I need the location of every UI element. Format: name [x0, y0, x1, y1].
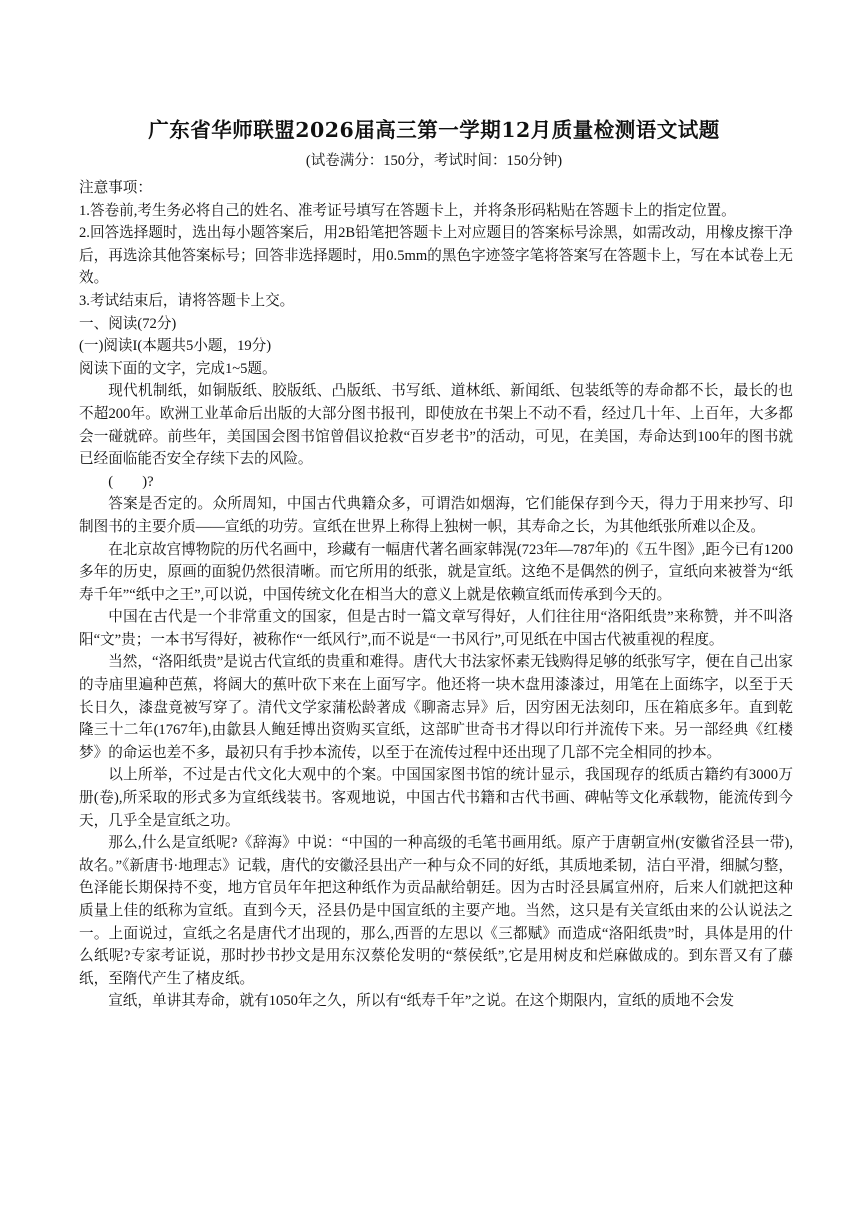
exam-content	[79, 177, 793, 1013]
notice-item: 1.答卷前,考生务必将自己的姓名、准考证号填写在答题卡上，并将条形码粘贴在答题卡上的指定位置。	[79, 202, 736, 219]
notice-item: 3.考试结束后，请将答题卡上交。	[79, 292, 295, 309]
page-title: 广东省华师联盟2026届高三第一学期12月质量检测语文试题	[148, 118, 720, 142]
section-heading: 一、阅读(72分)	[79, 315, 177, 332]
subsection-heading: (一)阅读I(本题共5小题，19分)	[79, 338, 272, 355]
passage-paragraph: 中国在古代是一个非常重文的国家，但是古时一篇文章写得好，人们往往用“洛阳纸贵”来称赞，并不叫洛阳“文”贵；一本书写得好，被称作“一纸风行”,而不说是“一书风行”,可见纸在中国古代被重视的程度。	[79, 609, 793, 648]
notice-item: 2.回答选择题时，选出每小题答案后，用2B铅笔把答题卡上对应题目的答案标号涂黑，如需改动，用橡皮擦干净后，再选涂其他答案标号；回答非选择题时，用0.5mm的黑色字迹签字笔将答案写在答题卡上，写在本试卷上无效。	[79, 225, 793, 287]
passage-paragraph: 那么,什么是宣纸呢?《辞海》中说：“中国的一种高级的毛笔书画用纸。原产于唐朝宣州(安徽省泾县一带),故名。”《新唐书·地理志》记载，唐代的安徽泾县出产一种与众不同的好纸，其质地柔韧，洁白平滑，细腻匀整，色泽能长期保持不变，地方官员年年把这种纸作为贡品献给朝廷。因为古时泾县属宣州府，后来人们就把这种质量上佳的纸称为宣纸。直到今天，泾县仍是中国宣纸的主要产地。当然，这只是有关宣纸由来的公认说法之一。上面说过，宣纸之名是唐代才出现的，那么,西晋的左思以《三都赋》而造成“洛阳纸贵”时，具体是用的什么纸呢?专家考证说，那时抄书抄文是用东汉蔡伦发明的“蔡侯纸”,它是用树皮和烂麻做成的。到东晋又有了藤纸，至隋代产生了楮皮纸。	[79, 835, 793, 987]
passage-paragraph: 现代机制纸，如铜版纸、胶版纸、凸版纸、书写纸、道林纸、新闻纸、包装纸等的寿命都不长，最长的也不超200年。欧洲工业革命后出版的大部分图书报刊，即使放在书架上不动不看，经过几十年、上百年，大多都会一碰就碎。前些年，美国国会图书馆曾倡议抢救“百岁老书”的活动，可见，在美国，寿命达到100年的图书就已经面临能否安全存续下去的风险。	[79, 383, 793, 468]
passage-paragraph: 以上所举，不过是古代文化大观中的个案。中国国家图书馆的统计显示，我国现存的纸质古籍约有3000万册(卷),所采取的形式多为宣纸线装书。客观地说，中国古代书籍和古代书画、碑帖等文化承载物，能流传到今天，几乎全是宣纸之功。	[79, 767, 793, 829]
passage-paragraph: 答案是否定的。众所周知，中国古代典籍众多，可谓浩如烟海，它们能保存到今天，得力于用来抄写、印制图书的主要介质——宣纸的功劳。宣纸在世界上称得上独树一帜，其寿命之长，为其他纸张所难以企及。	[79, 496, 793, 535]
passage-blank-question: ( )?	[108, 473, 154, 490]
passage-paragraph: 宣纸，单讲其寿命，就有1050年之久，所以有“纸寿千年”之说。在这个期限内，宣纸的质地不会发	[108, 993, 735, 1010]
passage-paragraph: 在北京故宫博物院的历代名画中，珍藏有一幅唐代著名画家韩滉(723年—787年)的《五牛图》,距今已有1200多年的历史，原画的面貌仍然很清晰。而它所用的纸张，就是宣纸。这绝不是偶然的例子，宣纸向来被誉为“纸寿千年”“纸中之王”,可以说，中国传统文化在相当大的意义上就是依赖宣纸而传承到今天的。	[79, 541, 793, 603]
passage-paragraph: 当然，“洛阳纸贵”是说古代宣纸的贵重和难得。唐代大书法家怀素无钱购得足够的纸张写字，便在自己出家的寺庙里遍种芭蕉，将阔大的蕉叶砍下来在上面写字。他还将一块木盘用漆漆过，用笔在上面练字，以至于天长日久，漆盘竟被写穿了。清代文学家蒲松龄著成《聊斋志异》后，因穷困无法刻印，压在箱底多年。直到乾隆三十二年(1767年),由歙县人鲍廷博出资购买宣纸，这部旷世奇书才得以印行并流传下来。另一部经典《红楼梦》的命运也差不多，最初只有手抄本流传，以至于在流传过程中还出现了几部不完全相同的抄本。	[79, 654, 793, 761]
notice-heading: 注意事项：	[79, 180, 152, 196]
exam-info: (试卷满分：150分，考试时间：150分钟)	[305, 153, 563, 169]
reading-instruction: 阅读下面的文字，完成1~5题。	[79, 360, 277, 377]
